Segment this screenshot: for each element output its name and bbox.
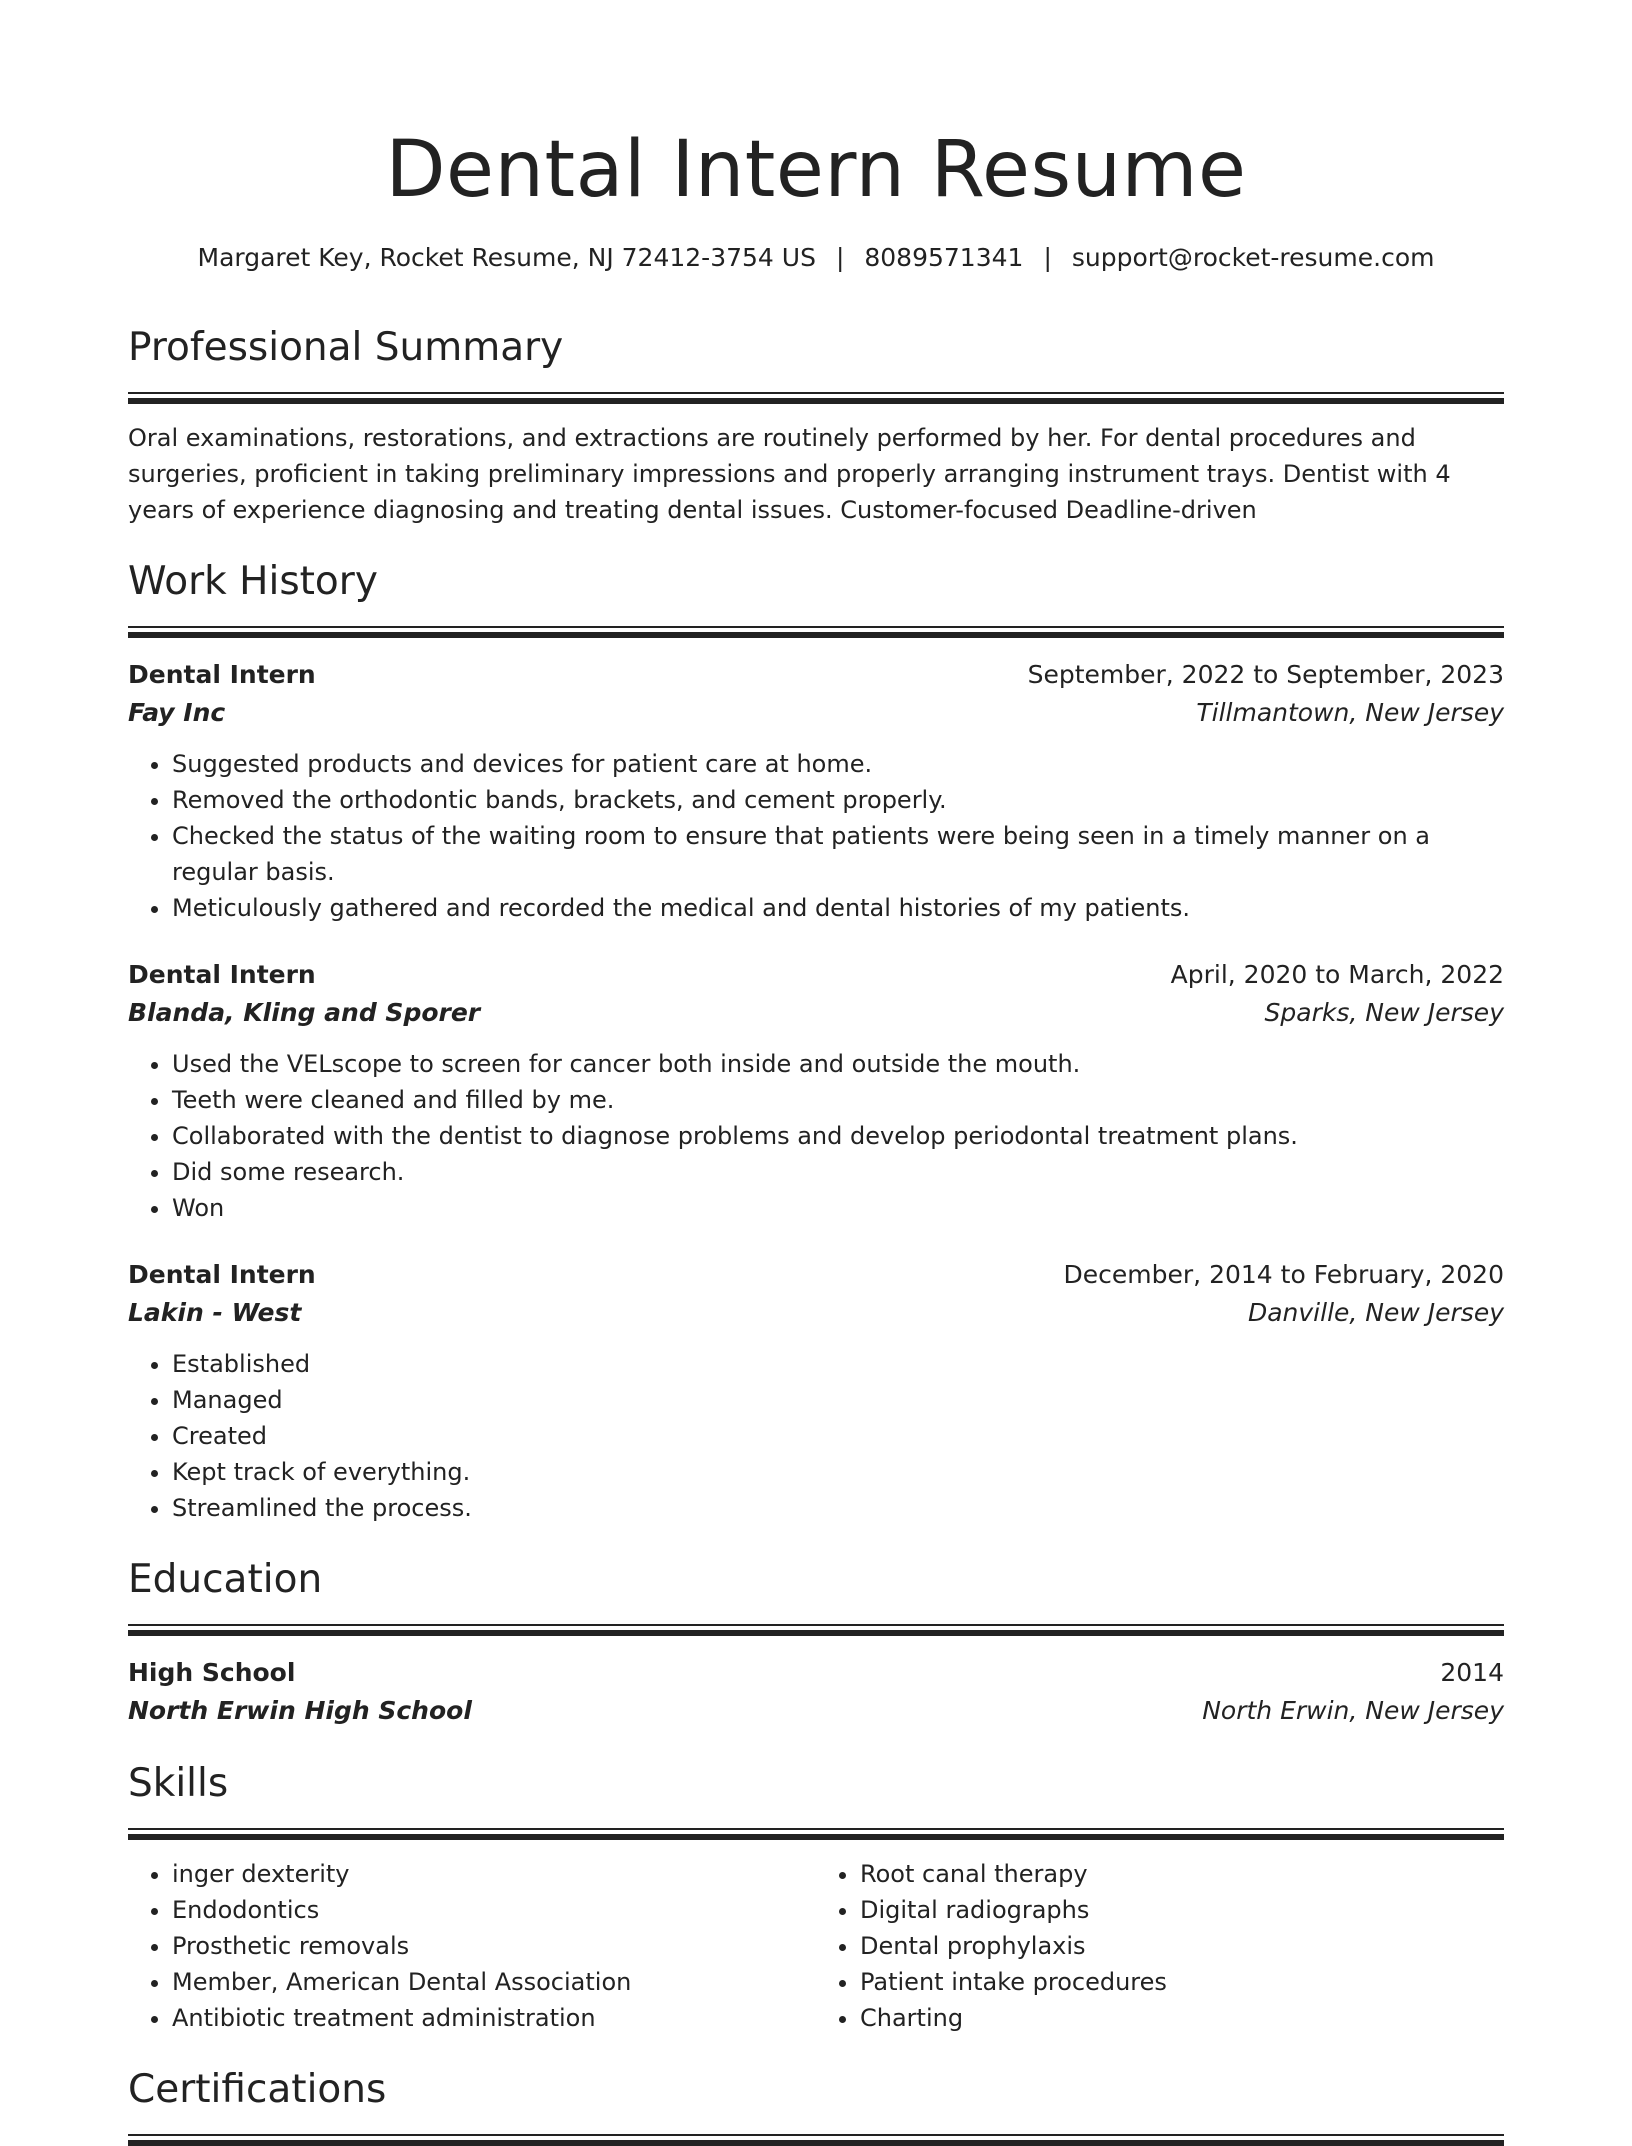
skill-item: • Dental prophylaxis bbox=[860, 1928, 1504, 1964]
education-entry bbox=[128, 1654, 1504, 1730]
job-subheader bbox=[128, 1294, 1504, 1332]
list-item: • Meticulously gathered and recorded the medical and dental histories of my patients. bbox=[172, 890, 1504, 926]
job-location: Sparks, New Jersey bbox=[1264, 998, 1504, 1027]
list-item: • Suggested products and devices for patient care at home. bbox=[172, 746, 1504, 782]
list-item: • Kept track of everything. bbox=[172, 1454, 1504, 1490]
section-divider bbox=[128, 626, 1504, 638]
section-divider bbox=[128, 1624, 1504, 1636]
summary-section bbox=[128, 322, 1504, 528]
job-company: Lakin - West bbox=[128, 1298, 302, 1327]
skill-item: • inger dexterity bbox=[172, 1856, 816, 1892]
section-divider bbox=[128, 392, 1504, 404]
list-item: • Did some research. bbox=[172, 1154, 1504, 1190]
job-header bbox=[128, 656, 1504, 694]
skill-item: • Patient intake procedures bbox=[860, 1964, 1504, 2000]
skill-item: • Digital radiographs bbox=[860, 1892, 1504, 1928]
section-divider bbox=[128, 1828, 1504, 1840]
contact-separator: | bbox=[1043, 243, 1052, 272]
list-item: • Used the VELscope to screen for cancer both inside and outside the mouth. bbox=[172, 1046, 1504, 1082]
education-year: 2014 bbox=[1440, 1658, 1504, 1687]
skills-list-left bbox=[128, 1856, 816, 2036]
job-dates: December, 2014 to February, 2020 bbox=[1063, 1260, 1504, 1289]
work-history-heading: Work History bbox=[128, 559, 378, 604]
job-title: Dental Intern bbox=[128, 1260, 316, 1289]
resume-title: Dental Intern Resume bbox=[385, 125, 1247, 215]
job-entry bbox=[128, 656, 1504, 926]
job-header bbox=[128, 1256, 1504, 1294]
job-dates: April, 2020 to March, 2022 bbox=[1170, 960, 1504, 989]
job-subheader bbox=[128, 994, 1504, 1032]
list-item: • Established bbox=[172, 1346, 1504, 1382]
contact-address: Margaret Key, Rocket Resume, NJ 72412-3754 US bbox=[197, 243, 816, 272]
job-dates: September, 2022 to September, 2023 bbox=[1027, 660, 1504, 689]
job-entry bbox=[128, 956, 1504, 1226]
skills-heading: Skills bbox=[128, 1761, 229, 1806]
job-title: Dental Intern bbox=[128, 960, 316, 989]
skills-list-right bbox=[816, 1856, 1504, 2036]
education-subheader bbox=[128, 1692, 1504, 1730]
contact-email: support@rocket-resume.com bbox=[1071, 243, 1435, 272]
job-location: Tillmantown, New Jersey bbox=[1196, 698, 1504, 727]
skill-item: • Charting bbox=[860, 2000, 1504, 2036]
job-bullets bbox=[128, 1046, 1504, 1226]
list-item: • Streamlined the process. bbox=[172, 1490, 1504, 1526]
education-degree: High School bbox=[128, 1658, 296, 1687]
list-item: • Won bbox=[172, 1190, 1504, 1226]
job-entry bbox=[128, 1256, 1504, 1526]
job-header bbox=[128, 956, 1504, 994]
skill-item: • Root canal therapy bbox=[860, 1856, 1504, 1892]
list-item: • Checked the status of the waiting room to ensure that patients were being seen in a timely manner on a regular basis. bbox=[172, 818, 1504, 890]
job-bullets bbox=[128, 746, 1504, 926]
job-company: Blanda, Kling and Sporer bbox=[128, 998, 481, 1027]
job-subheader bbox=[128, 694, 1504, 732]
education-header bbox=[128, 1654, 1504, 1692]
list-item: • Created bbox=[172, 1418, 1504, 1454]
job-location: Danville, New Jersey bbox=[1247, 1298, 1504, 1327]
education-heading: Education bbox=[128, 1557, 323, 1602]
skill-item: • Member, American Dental Association bbox=[172, 1964, 816, 2000]
skills-grid bbox=[128, 1856, 1504, 2036]
education-location: North Erwin, New Jersey bbox=[1202, 1696, 1504, 1725]
skill-item: • Endodontics bbox=[172, 1892, 816, 1928]
job-company: Fay Inc bbox=[128, 698, 226, 727]
list-item: • Managed bbox=[172, 1382, 1504, 1418]
work-history-section bbox=[128, 556, 1504, 1526]
summary-heading: Professional Summary bbox=[128, 325, 564, 370]
job-title: Dental Intern bbox=[128, 660, 316, 689]
job-bullets bbox=[128, 1346, 1504, 1526]
section-divider bbox=[128, 2134, 1504, 2146]
skills-section bbox=[128, 1758, 1504, 2036]
education-section bbox=[128, 1554, 1504, 1730]
certifications-section bbox=[128, 2064, 1504, 2146]
list-item: • Teeth were cleaned and filled by me. bbox=[172, 1082, 1504, 1118]
list-item: • Removed the orthodontic bands, brackets, and cement properly. bbox=[172, 782, 1504, 818]
contact-line bbox=[128, 238, 1504, 278]
education-school: North Erwin High School bbox=[128, 1696, 472, 1725]
list-item: • Collaborated with the dentist to diagnose problems and develop periodontal treatment plans. bbox=[172, 1118, 1504, 1154]
certifications-heading: Certifications bbox=[128, 2067, 387, 2112]
contact-separator: | bbox=[835, 243, 845, 272]
summary-text: Oral examinations, restorations, and extractions are routinely performed by her. For dental procedures and surgeries, proficient in taking preliminary impressions and properly arranging instrument trays. Dentist with 4 years of experience diagnosing and treating dental issues. Customer-focused Deadline-driven bbox=[128, 424, 1451, 524]
skill-item: • Prosthetic removals bbox=[172, 1928, 816, 1964]
skill-item: • Antibiotic treatment administration bbox=[172, 2000, 816, 2036]
contact-phone: 8089571341 bbox=[864, 243, 1024, 272]
